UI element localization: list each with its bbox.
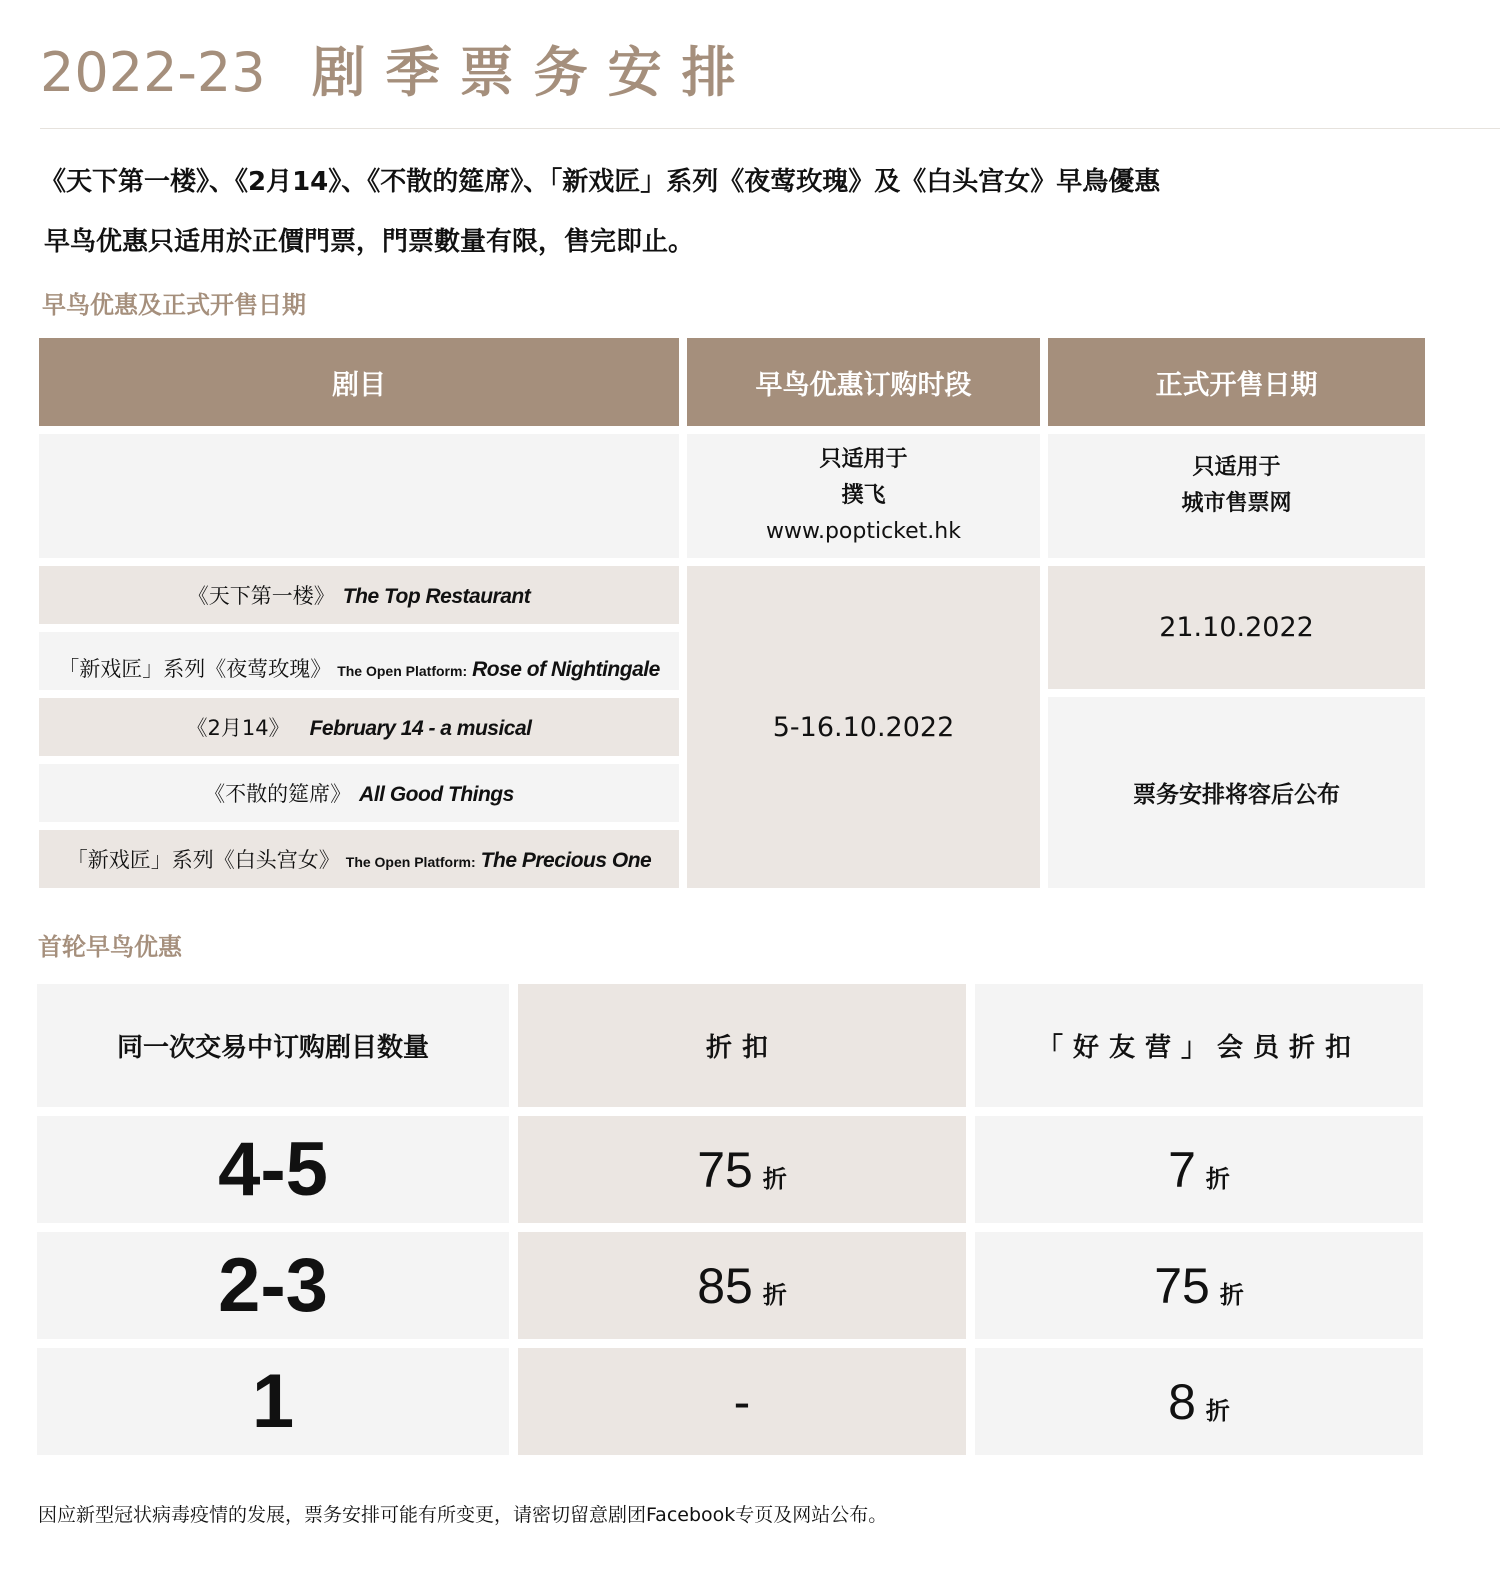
intro-line-2: 早鸟优惠只适用於正價門票，門票數量有限，售完即止。 bbox=[44, 227, 695, 257]
header-member-discount: 「好友营」会员折扣 bbox=[975, 984, 1423, 1107]
public-sale-date-cell bbox=[1048, 566, 1425, 689]
quantity-cell: 2-3 bbox=[37, 1232, 509, 1339]
discount-cell bbox=[518, 1232, 966, 1339]
public-sale-tbc-cell bbox=[1048, 697, 1425, 888]
public-sale-tbc: 票务安排将容后公布 bbox=[1133, 782, 1340, 808]
early-bird-channel-cell bbox=[687, 434, 1040, 558]
quantity-cell: 4-5 bbox=[37, 1116, 509, 1223]
show-en: All Good Things bbox=[359, 783, 514, 806]
member-discount-value: 8 bbox=[1168, 1373, 1196, 1430]
show-platform: The Open Platform: bbox=[345, 854, 476, 870]
header-discount: 折扣 bbox=[518, 984, 966, 1107]
show-row bbox=[39, 698, 679, 756]
discount-value: 75 bbox=[697, 1141, 753, 1198]
member-discount-cell bbox=[975, 1116, 1423, 1223]
discount-unit: 折 bbox=[1205, 1164, 1230, 1193]
discount-unit: 折 bbox=[762, 1164, 787, 1193]
show-platform: The Open Platform: bbox=[337, 663, 468, 679]
discount-unit: 折 bbox=[762, 1280, 787, 1309]
header-program: 剧目 bbox=[39, 338, 679, 426]
public-channel-line2: 城市售票网 bbox=[1181, 491, 1292, 516]
season-label: 2022-23 bbox=[40, 41, 266, 104]
discount-value: 85 bbox=[697, 1257, 753, 1314]
show-en: Rose of Nightingale bbox=[472, 658, 660, 681]
member-discount-cell bbox=[975, 1232, 1423, 1339]
schedule-section-title: 早鸟优惠及正式开售日期 bbox=[42, 291, 306, 319]
public-channel-line1: 只适用于 bbox=[1192, 455, 1281, 480]
header-early-bird: 早鸟优惠订购时段 bbox=[687, 338, 1040, 426]
show-en: The Top Restaurant bbox=[342, 585, 531, 608]
show-row bbox=[39, 830, 679, 888]
show-en: February 14 - a musical bbox=[309, 717, 532, 740]
member-discount-value: 75 bbox=[1154, 1257, 1210, 1314]
title-zh: 剧季票务安排 bbox=[311, 41, 756, 104]
show-zh: 《不散的筵席》 bbox=[204, 782, 352, 806]
discount-unit: 折 bbox=[1219, 1280, 1244, 1309]
show-zh: 《天下第一楼》 bbox=[187, 584, 335, 608]
public-sale-date: 21.10.2022 bbox=[1159, 612, 1314, 643]
title-divider bbox=[40, 128, 1500, 129]
quantity-cell: 1 bbox=[37, 1348, 509, 1455]
show-en: The Precious One bbox=[480, 849, 652, 872]
member-discount-value: 7 bbox=[1168, 1141, 1196, 1198]
show-zh: 《2月14》 bbox=[186, 716, 290, 740]
early-bird-channel-line2: 撲飞 bbox=[841, 483, 886, 508]
discount-section-title: 首轮早鸟优惠 bbox=[38, 933, 182, 961]
show-zh: 「新戏匠」系列《白头宫女》 bbox=[66, 848, 340, 872]
intro-line-1: 《天下第一楼》、《2月14》、《不散的筵席》、「新戏匠」系列《夜莺玫瑰》及《白头宫女》早鳥優惠 bbox=[40, 167, 1161, 197]
discount-value: - bbox=[733, 1373, 751, 1430]
member-discount-cell bbox=[975, 1348, 1423, 1455]
footnote: 因应新型冠状病毒疫情的发展，票务安排可能有所变更，请密切留意剧团Facebook专页及网站公布。 bbox=[38, 1504, 888, 1526]
show-row bbox=[39, 566, 679, 624]
discount-cell bbox=[518, 1348, 966, 1455]
discount-cell bbox=[518, 1116, 966, 1223]
program-blank-cell bbox=[39, 434, 679, 558]
public-channel-cell bbox=[1048, 434, 1425, 558]
header-public-sale: 正式开售日期 bbox=[1048, 338, 1425, 426]
early-bird-channel-line1: 只适用于 bbox=[819, 447, 908, 472]
header-quantity: 同一次交易中订购剧目数量 bbox=[37, 984, 509, 1107]
popticket-link[interactable]: www.popticket.hk bbox=[766, 519, 961, 544]
show-row bbox=[39, 632, 679, 690]
early-bird-period-cell bbox=[687, 566, 1040, 888]
discount-unit: 折 bbox=[1205, 1396, 1230, 1425]
early-bird-period: 5-16.10.2022 bbox=[772, 711, 955, 743]
page-title bbox=[40, 38, 756, 108]
show-row bbox=[39, 764, 679, 822]
show-zh: 「新戏匠」系列《夜莺玫瑰》 bbox=[58, 657, 332, 681]
